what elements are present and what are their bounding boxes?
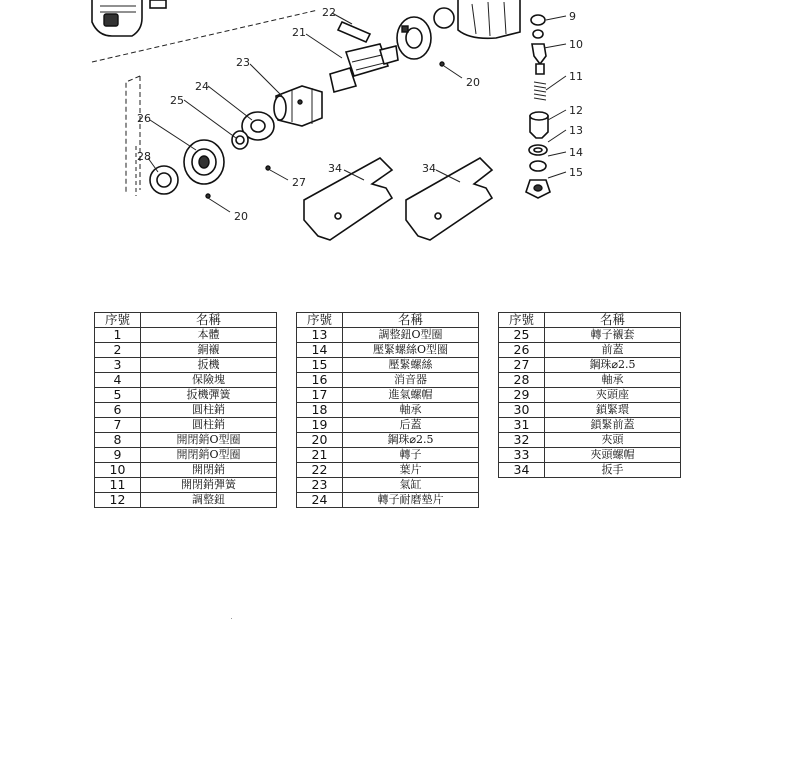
callout-9: 9 [569,10,576,23]
table-row [95,343,277,358]
part-number-cell: 6 [95,403,141,418]
parts-table-3 [498,312,681,478]
callout-26: 26 [137,112,151,125]
callout-15: 15 [569,166,583,179]
callout-10: 10 [569,38,583,51]
part-number-cell: 4 [95,373,141,388]
part-name-cell: 開閉銷 [141,463,277,478]
part-name-cell: 調整鈕O型圈 [343,328,479,343]
part-name-cell: 開閉銷O型圈 [141,433,277,448]
table-row [297,493,479,508]
table-row [95,358,277,373]
part-name-cell: 圓柱銷 [141,418,277,433]
column-header-number: 序號 [297,313,343,328]
part-name-cell: 氣缸 [343,478,479,493]
part-number-cell: 11 [95,478,141,493]
part-name-cell: 后蓋 [343,418,479,433]
part-name-cell: 本體 [141,328,277,343]
table-row [499,358,681,373]
table-row [499,448,681,463]
part-number-cell: 16 [297,373,343,388]
table-row [95,373,277,388]
part-name-cell: 轉子襯套 [545,328,681,343]
part-number-cell: 28 [499,373,545,388]
table-header-row [95,313,277,328]
part-number-cell: 13 [297,328,343,343]
table-row [95,328,277,343]
part-name-cell: 前蓋 [545,343,681,358]
table-row [95,493,277,508]
part-name-cell: 扳機 [141,358,277,373]
part-22-vane-drawing [338,22,370,42]
column-header-name: 名稱 [545,313,681,328]
callout-22: 22 [322,6,336,19]
table-header-row [297,313,479,328]
column-header-number: 序號 [95,313,141,328]
column-header-name: 名稱 [141,313,277,328]
part-number-cell: 29 [499,388,545,403]
parts-table-1 [94,312,277,508]
table-row [297,433,479,448]
part-number-cell: 32 [499,433,545,448]
part-number-cell: 30 [499,403,545,418]
table-row [499,433,681,448]
callout-23: 23 [236,56,250,69]
callout-34-right: 34 [422,162,436,175]
table-row [95,478,277,493]
table-row [499,463,681,478]
part-number-cell: 12 [95,493,141,508]
callout-25: 25 [170,94,184,107]
callout-20-upper: 20 [466,76,480,89]
table-row [297,478,479,493]
part-name-cell: 扳機彈簧 [141,388,277,403]
part-number-cell: 5 [95,388,141,403]
part-name-cell: 鋼珠⌀2.5 [545,358,681,373]
table-row [95,388,277,403]
exploded-parts-diagram [0,0,790,300]
part-number-cell: 34 [499,463,545,478]
callout-27: 27 [292,176,306,189]
table-row [499,388,681,403]
callout-28: 28 [137,150,151,163]
part-number-cell: 1 [95,328,141,343]
part-name-cell: 夾頭座 [545,388,681,403]
housing-end-drawing [434,0,520,38]
part-number-cell: 25 [499,328,545,343]
part-number-cell: 14 [297,343,343,358]
part-name-cell: 葉片 [343,463,479,478]
right-column-parts-drawing [526,15,550,198]
part-name-cell: 壓緊螺絲O型圈 [343,343,479,358]
part-name-cell: 夾頭 [545,433,681,448]
part-number-cell: 23 [297,478,343,493]
callout-12: 12 [569,104,583,117]
part-number-cell: 17 [297,388,343,403]
part-21-rotor-drawing [330,44,398,92]
table-body [499,328,681,478]
part-28-bearing-drawing [150,166,178,194]
part-number-cell: 15 [297,358,343,373]
part-name-cell: 軸承 [545,373,681,388]
callout-13: 13 [569,124,583,137]
part-name-cell: 鋼珠⌀2.5 [343,433,479,448]
table-row [297,448,479,463]
part-number-cell: 10 [95,463,141,478]
part-number-cell: 31 [499,418,545,433]
table-row [297,343,479,358]
part-number-cell: 8 [95,433,141,448]
part-name-cell: 消音器 [343,373,479,388]
table-body [297,328,479,508]
part-name-cell: 夾頭螺帽 [545,448,681,463]
callout-14: 14 [569,146,583,159]
part-number-cell: 18 [297,403,343,418]
callout-21: 21 [292,26,306,39]
part-name-cell: 保險塊 [141,373,277,388]
part-number-cell: 9 [95,448,141,463]
column-header-number: 序號 [499,313,545,328]
part-number-cell: 24 [297,493,343,508]
table-row [297,358,479,373]
column-header-name: 名稱 [343,313,479,328]
part-name-cell: 扳手 [545,463,681,478]
parts-table-2 [296,312,479,508]
part-number-cell: 27 [499,358,545,373]
part-34-wrench-left-drawing [304,158,392,240]
table-row [95,433,277,448]
callout-34-left: 34 [328,162,342,175]
part-number-cell: 33 [499,448,545,463]
table-row [499,328,681,343]
part-34-wrench-right-drawing [406,158,492,240]
part-name-cell: 調整鈕 [141,493,277,508]
part-name-cell: 壓緊螺絲 [343,358,479,373]
table-row [499,373,681,388]
table-header-row [499,313,681,328]
callout-20-lower: 20 [234,210,248,223]
table-row [95,448,277,463]
table-row [297,403,479,418]
part-name-cell: 銅襯 [141,343,277,358]
part-name-cell: 開閉銷O型圈 [141,448,277,463]
table-row [297,373,479,388]
callout-24: 24 [195,80,209,93]
table-row [297,328,479,343]
part-number-cell: 19 [297,418,343,433]
table-row [297,388,479,403]
table-row [499,343,681,358]
table-row [95,418,277,433]
part-name-cell: 轉子 [343,448,479,463]
table-row [297,463,479,478]
callout-11: 11 [569,70,583,83]
part-name-cell: 軸承 [343,403,479,418]
part-number-cell: 3 [95,358,141,373]
collet-assembly-drawing [92,0,166,36]
table-row [95,463,277,478]
part-19-rear-cover-drawing [397,17,431,59]
part-name-cell: 鎖緊前蓋 [545,418,681,433]
table-row [297,418,479,433]
part-number-cell: 21 [297,448,343,463]
part-number-cell: 22 [297,463,343,478]
part-name-cell: 轉子耐磨墊片 [343,493,479,508]
scan-speck [231,618,232,619]
part-23-cylinder-drawing [274,86,322,126]
part-number-cell: 20 [297,433,343,448]
table-row [499,403,681,418]
part-name-cell: 鎖緊環 [545,403,681,418]
table-body [95,328,277,508]
part-number-cell: 26 [499,343,545,358]
table-row [95,403,277,418]
table-row [499,418,681,433]
part-number-cell: 2 [95,343,141,358]
part-number-cell: 7 [95,418,141,433]
part-name-cell: 圓柱銷 [141,403,277,418]
part-name-cell: 開閉銷彈簧 [141,478,277,493]
part-25-bushing-drawing [232,131,248,149]
part-name-cell: 進氣螺帽 [343,388,479,403]
